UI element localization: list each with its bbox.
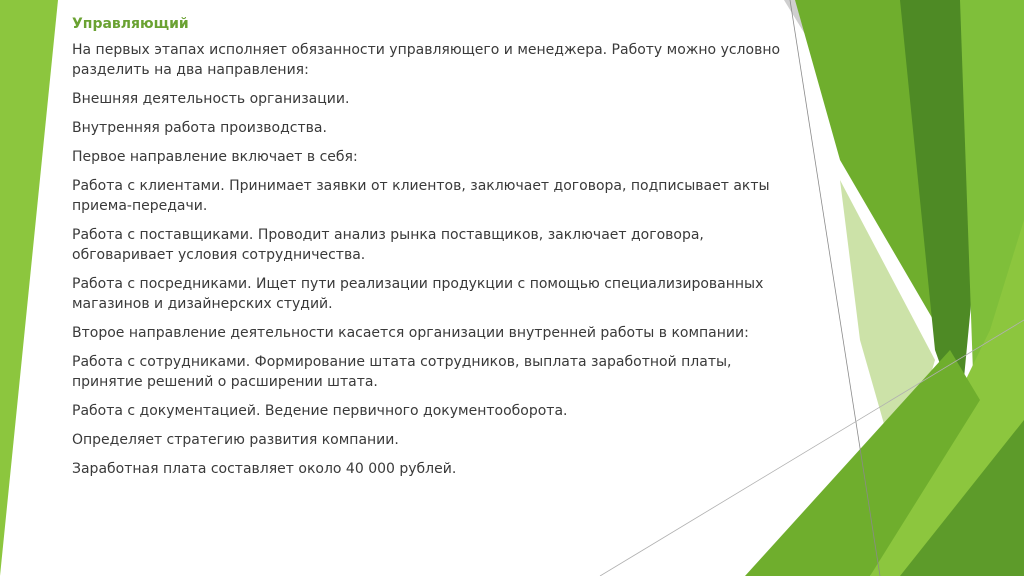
paragraph: Первое направление включает в себя: — [72, 149, 358, 165]
paragraph: Определяет стратегию развития компании. — [72, 432, 399, 448]
slide-title: Управляющий — [72, 16, 189, 32]
paragraph: Работа с сотрудниками. Формирование штата сотрудников, выплата заработной платы, принятие решений о расширении штата. — [72, 354, 732, 390]
paragraph: Второе направление деятельности касается организации внутренней работы в компании: — [72, 325, 749, 341]
paragraph: Работа с поставщиками. Проводит анализ рынка поставщиков, заключает договора, обговаривает условия сотрудничества. — [72, 227, 704, 263]
paragraph: Заработная плата составляет около 40 000 рублей. — [72, 461, 457, 477]
paragraph: Внутренняя работа производства. — [72, 120, 327, 136]
paragraph: Работа с клиентами. Принимает заявки от клиентов, заключает договора, подписывает акты приема-передачи. — [72, 178, 770, 214]
paragraph: Работа с посредниками. Ищет пути реализации продукции с помощью специализированных магазинов и дизайнерских студий. — [72, 276, 764, 312]
paragraph: На первых этапах исполняет обязанности управляющего и менеджера. Работу можно условно разделить на два направления: — [72, 42, 781, 78]
paragraph: Работа с документацией. Ведение первичного документооборота. — [72, 403, 568, 419]
left-green-stripe — [0, 0, 58, 576]
slide-content — [72, 14, 782, 488]
paragraph: Внешняя деятельность организации. — [72, 91, 350, 107]
